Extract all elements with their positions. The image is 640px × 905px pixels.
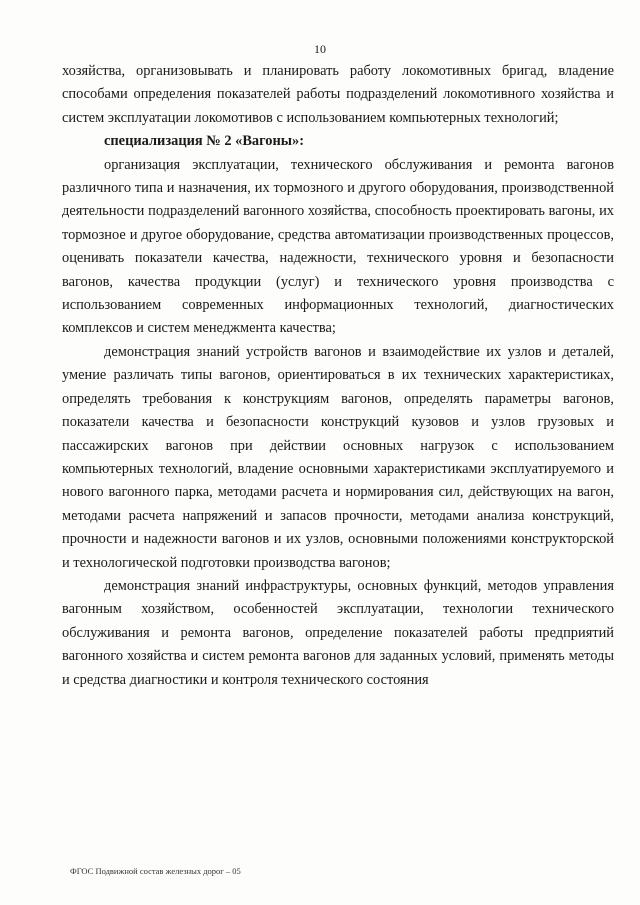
page-footer: ФГОС Подвижной состав железных дорог – 05 [70,866,241,876]
page-number: 10 [314,42,326,56]
paragraph-continuation: хозяйства, организовывать и планировать работу локомотивных бригад, владение способами определения показателей работы подразделений локомотивного хозяйства и систем эксплуатации локомотивов с использованием компьютерных технологий; [62,63,614,126]
paragraph-knowledge-devices: демонстрация знаний устройств вагонов и взаимодействие их узлов и деталей, умение различать типы вагонов, ориентироваться в их технических характеристиках, определять требования к конструкциям вагонов, определять параметры вагонов, показатели качества и безопасности конструкций кузовов и узлов грузовых и пассажирских вагонов при действии основных нагрузок с использованием компьютерных технологий, владение основными характеристиками эксплуатируемого и нового вагонного парка, методами расчета и нормирования сил, действующих на вагон, методами расчета напряжений и запасов прочности, методами анализа конструкций, прочности и надежности вагонов и их узлов, основными положениями конструкторской и технологической подготовки производства вагонов; [62,343,614,571]
section-heading: специализация № 2 «Вагоны»: [104,133,305,150]
paragraph-knowledge-infrastructure: демонстрация знаний инфраструктуры, основных функций, методов управления вагонным хозяйством, особенностей эксплуатации, технологии технического обслуживания и ремонта вагонов, определение показателей работы предприятий вагонного хозяйства и систем ремонта вагонов для заданных условий, применять методы и средства диагностики и контроля технического состояния [62,577,614,688]
paragraph-organization: организация эксплуатации, технического обслуживания и ремонта вагонов различного типа и назначения, их тормозного и другого оборудования, производственной деятельности подразделений вагонного хозяйства, способность проектировать вагоны, их тормозное и другое оборудование, средства автоматизации производственных процессов, оценивать показатели качества, надежности, технического уровня и безопасности вагонов, качества продукции (услуг) и технического уровня производства с использованием современных информационных технологий, диагностических комплексов и систем менеджмента качества; [62,156,614,337]
body-text [62,60,614,692]
